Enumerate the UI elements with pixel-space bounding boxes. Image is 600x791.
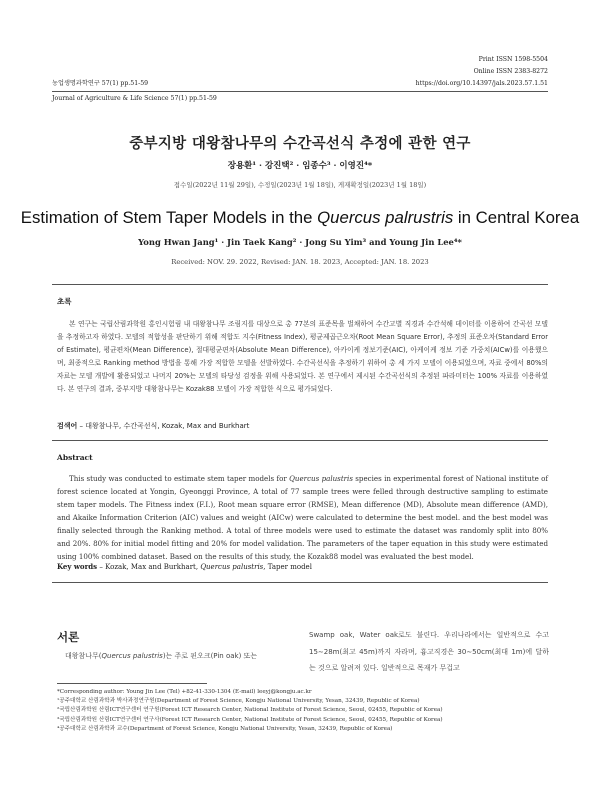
footnote-divider: [57, 683, 207, 684]
header-divider: [52, 91, 548, 92]
keywords-ko: 검색어 – 대왕참나무, 수간곡선식, Kozak, Max and Burkhart: [57, 422, 250, 430]
title-en-pre: Estimation of Stem Taper Models in the: [20, 208, 318, 227]
keywords-ko-label: 검색어: [57, 422, 78, 430]
journal-ko-ref: 농업생명과학연구 57(1) pp.51-59: [52, 80, 149, 87]
title-korean: 중부지방 대왕참나무의 수간곡선식 추정에 관한 연구: [129, 135, 471, 152]
footnotes: [57, 688, 548, 734]
footnote-2: ²국립산림과학원 산림ICT연구센터 연구원(Forest ICT Research Center, National Institute of Forest Science, Seoul, 02455, Republic of Korea): [57, 707, 443, 714]
authors-english: Yong Hwan Jang¹ · Jin Taek Kang² · Jong Su Yim³ and Young Jin Lee⁴*: [138, 237, 462, 247]
footnote-3: ³국립산림과학원 산림ICT연구센터 연구사(Forest ICT Research Center, National Institute of Forest Science, Seoul, 02455, Republic of Korea): [57, 716, 443, 723]
abstract-en-pre: This study was conducted to estimate stem taper models for: [69, 474, 290, 483]
abstract-ko-divider: [52, 440, 548, 441]
intro-left-column: [57, 648, 293, 664]
keywords-en-post: , Taper model: [263, 563, 312, 571]
intro-left-pre: 대왕참나무(: [65, 652, 102, 660]
abstract-en-post: species in experimental forest of National institute of forest science located at Yongin, Gyeonggi Province, A total of 77 sample trees were felled through destructive sampling to estimate stem taper models. The Fitness index (F.I.), Root mean square error (RMSE), Mean difference (MD), Absolute mean difference (AMD), and Akaike Information Criterion (AIC) values and weight (AICw) were calculated to determine the best model. and the best model was finally selected through the Ranking method. A total of three models were used to estimate the dataset was randomly split into 80% and 20%. 80% for initial model fitting and 20% for model validation. The parameters of the taper equation in this study were estimated using 100% combined dataset. Based on the results of this study, the Kozak88 model was evaluated the best model.: [57, 474, 548, 561]
abstract-en-heading: Abstract: [57, 453, 93, 462]
keywords-en-species: Quercus palustris: [200, 563, 264, 571]
keywords-ko-text: 대왕참나무, 수간곡선식, Kozak, Max and Burkhart: [85, 422, 250, 430]
abstract-en-body: [57, 472, 548, 563]
print-issn: Print ISSN 1598-5504: [478, 56, 548, 63]
footnote-1: ¹공주대학교 산림과학과 박사과정연구원(Department of Forest Science, Kongju National University, Yesan, 32439, Republic of Korea): [57, 698, 420, 705]
title-en-species: Quercus palrustris: [317, 208, 454, 227]
received-korean: 접수일(2022년 11월 29일), 수정일(2023년 1월 18일), 게재확정일(2023년 1월 18일): [173, 181, 427, 189]
keywords-en-label: Key words: [57, 562, 98, 571]
abstract-en-divider: [52, 582, 548, 583]
abstract-ko-heading: 초록: [57, 297, 72, 306]
footnote-corresponding: *Corresponding author: Young Jin Lee (Tel) +82-41-330-1304 (E-mail) leeyj@kongju.ac.kr: [57, 689, 312, 695]
keywords-en-pre: Kozak, Max and Burkhart,: [105, 563, 201, 571]
title-divider: [52, 284, 548, 285]
intro-right-column: Swamp oak, Water oak로도 불린다. 우리나라에서는 일반적으로 수고 15∼28m(최고 45m)까지 자라며, 흉고직경은 30∼50cm(최대 1m)에 달하는 것으로 알려져 있다. 일반적으로 목재가 무겁고: [309, 631, 549, 672]
keywords-en: Key words – Kozak, Max and Burkhart, Quercus palustris, Taper model: [57, 562, 312, 571]
doi-link[interactable]: https://doi.org/10.14397/jals.2023.57.1.51: [415, 80, 548, 87]
intro-heading: 서론: [57, 630, 80, 644]
intro-left-post: )는 주로 핀오크(Pin oak) 또는: [162, 652, 258, 660]
authors-korean: 장용환¹ · 강진택² · 임종수³ · 이영진⁴*: [227, 161, 373, 171]
abstract-en-species: Quercus palustris: [289, 474, 353, 483]
journal-en-ref: Journal of Agriculture & Life Science 57(1) pp.51-59: [52, 95, 217, 102]
title-en-post: in Central Korea: [453, 208, 580, 227]
received-english: Received: NOV. 29. 2022, Revised: JAN. 18. 2023, Accepted: JAN. 18. 2023: [171, 258, 429, 266]
abstract-ko-body: 본 연구는 국립산림과학원 홍인시험림 내 대왕참나무 조림지를 대상으로 총 77본의 표준목을 벌채하여 수간고별 직경과 수간석해 데이터를 이용하여 간곡선 모델을 추정하고자 하였다. 모델의 적합성을 판단하기 위해 적합도 지수(Fitness Index), 평균제곱근오차(Root Mean Square Error), 추정의 표준오차(Standard Error of Estimate), 평균편차(Mean Difference), 절대평균편차(Absolute Mean Difference), 아카이케 정보기준(AIC), 아케이케 정보 기준 가중치(AICw)를 이용했으며, 최종적으로 Ranking method 방법을 통해 가장 적합한 모델을 선발하였다. 수간곡선식을 추정하기 위하여 총 세 가지 모델이 이용되었으며, 자료 중에서 80%의 자료는 모델 개발에 활용되었고 나머지 20%는 모델의 타당성 검정을 위해 사용되었다. 본 연구에서 제시된 수간곡선식의 추정된 파라미터는 100% 자료를 이용하였다. 본 연구의 결과, 중부지방 대왕참나무는 Kozak88 모델이 가장 적합한 식으로 평가되었다.: [57, 320, 548, 393]
title-english: [0, 208, 600, 228]
online-issn: Online ISSN 2383-8272: [473, 68, 548, 75]
intro-left-species: Quercus palustris: [101, 652, 163, 660]
footnote-4: ⁴공주대학교 산림과학과 교수(Department of Forest Science, Kongju National University, Yesan, 32439, Republic of Korea): [57, 725, 393, 732]
